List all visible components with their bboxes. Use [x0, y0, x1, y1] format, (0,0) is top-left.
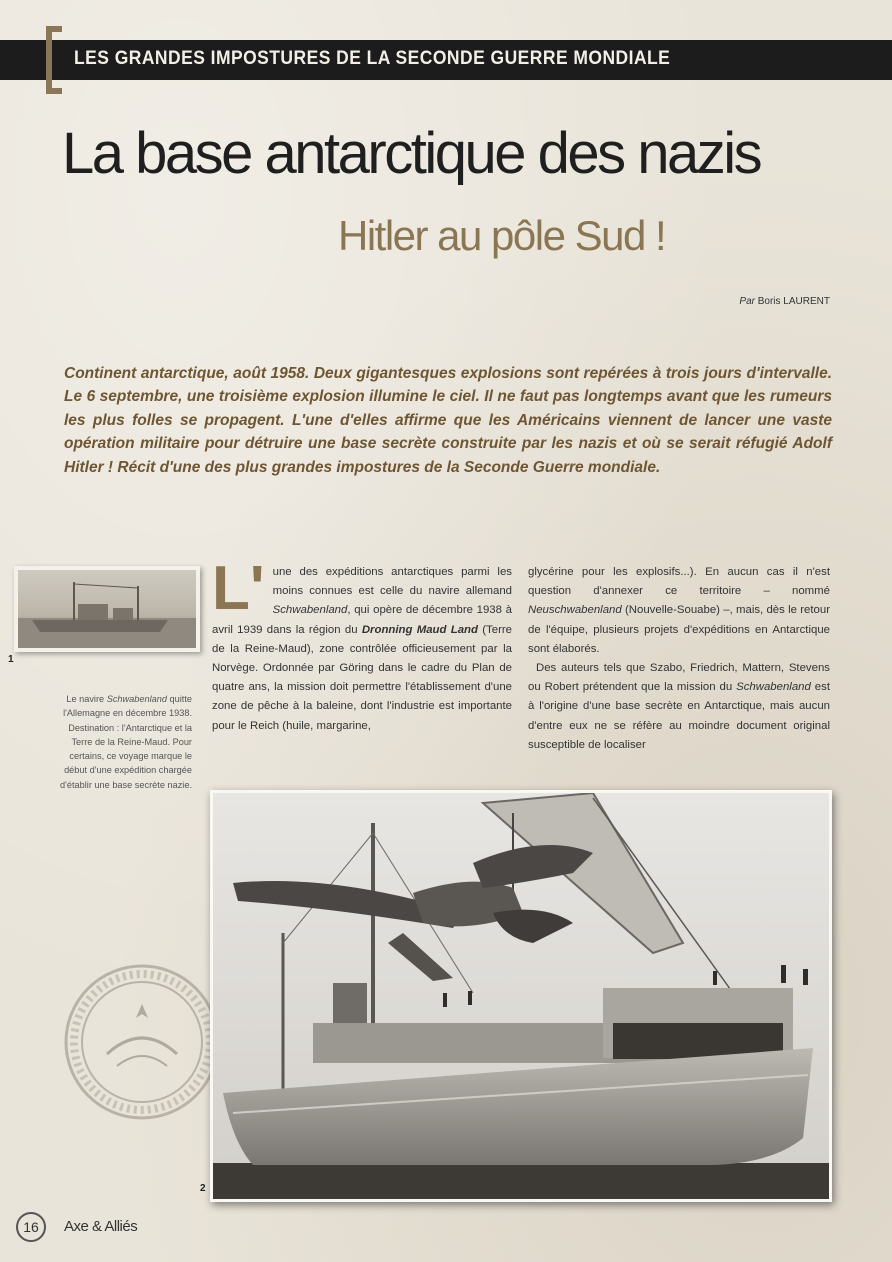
byline-prefix: Par — [739, 296, 755, 307]
col1-text-1: une des expéditions antarctiques parmi les moins connues est celle du navire allemand — [272, 566, 512, 598]
antarctic-expedition-seal-icon — [62, 962, 222, 1122]
byline-author: Boris LAURENT — [757, 296, 830, 307]
col2-territory-name: Neuschwabenland — [528, 604, 622, 617]
ship-thumbnail-drawing — [18, 570, 196, 648]
article-title: La base antarctique des nazis — [62, 121, 761, 186]
article-column-1 — [212, 554, 512, 736]
photo-caption — [56, 692, 192, 792]
col2-text-1: glycérine pour les explosifs...). En aucun cas il n'est question d'annexer ce territoire – nommé — [528, 566, 830, 598]
caption-text-a: Le navire — [66, 694, 107, 704]
page-number: 16 — [16, 1212, 46, 1242]
col2-paragraph-2 — [528, 659, 830, 755]
col2-text-2: (Nouvelle-Souabe) –, mais, dès le retour de l'équipe, plusieurs projets d'expéditions en Antarctique sont élaborés. — [528, 604, 830, 655]
article-column-2 — [528, 563, 830, 755]
ship-seaplane-drawing — [213, 793, 829, 1199]
dropcap-letter: L' — [212, 554, 265, 623]
article-lead: Continent antarctique, août 1958. Deux gigantesques explosions sont repérées à trois jours d'intervalle. Le 6 septembre, une troisième explosion illumine le ciel. Il ne faut pas longtemps avant que les rumeurs les plus folles se propagent. L'une d'elles affirme que les Américains viennent de lancer une vaste opération militaire pour détruire une base secrète construite par les nazis et où se serait réfugié Adolf Hitler ! Récit d'une des plus grandes impostures de la Seconde Guerre mondiale. — [64, 365, 832, 476]
col2-text-4: est à l'origine d'une base secrète en Antarctique, mais aucun d'entre eux ne se réfère au moindre document original susceptible de localiser — [528, 681, 830, 751]
ship-seaplane-photo — [210, 790, 832, 1202]
photo-number: 2 — [200, 1183, 206, 1194]
article-byline — [739, 296, 830, 307]
col1-text-2: , qui opère de décembre 1938 à avril 1939 dans la région du — [212, 604, 512, 636]
col2-ship-name: Schwabenland — [736, 681, 811, 694]
col2-text-3: Des auteurs tels que Szabo, Friedrich, Mattern, Stevens ou Robert prétendent que la mission du — [528, 662, 830, 694]
col2-paragraph-1 — [528, 563, 830, 659]
col1-ship-name: Schwabenland — [272, 604, 348, 617]
header-bracket-ornament — [46, 26, 62, 94]
ship-thumbnail-photo — [14, 566, 200, 652]
magazine-name: Axe & Alliés — [64, 1218, 138, 1235]
col1-region-name: Dronning Maud Land — [361, 623, 478, 636]
caption-ship-name: Schwabenland — [106, 694, 167, 704]
article-subtitle: Hitler au pôle Sud ! — [338, 212, 666, 259]
section-header-title: LES GRANDES IMPOSTURES DE LA SECONDE GUERRE MONDIALE — [74, 48, 671, 69]
col1-text-3: (Terre de la Reine-Maud), zone contrôlée officieusement par la Norvège. Ordonnée par Göring dans le cadre du Plan de quatre ans, la mission doit permettre l'établissement d'une zone de pêche à la baleine, dont l'industrie est importante pour le Reich (huile, margarine, — [212, 623, 512, 732]
caption-text-b: quitte l'Allemagne en décembre 1938. Destination : l'Antarctique et la Terre de la Reine-Maud. Pour certains, ce voyage marque le début d'une expédition chargée d'établir une base secrète nazie. — [60, 694, 192, 790]
thumbnail-number: 1 — [8, 654, 14, 665]
